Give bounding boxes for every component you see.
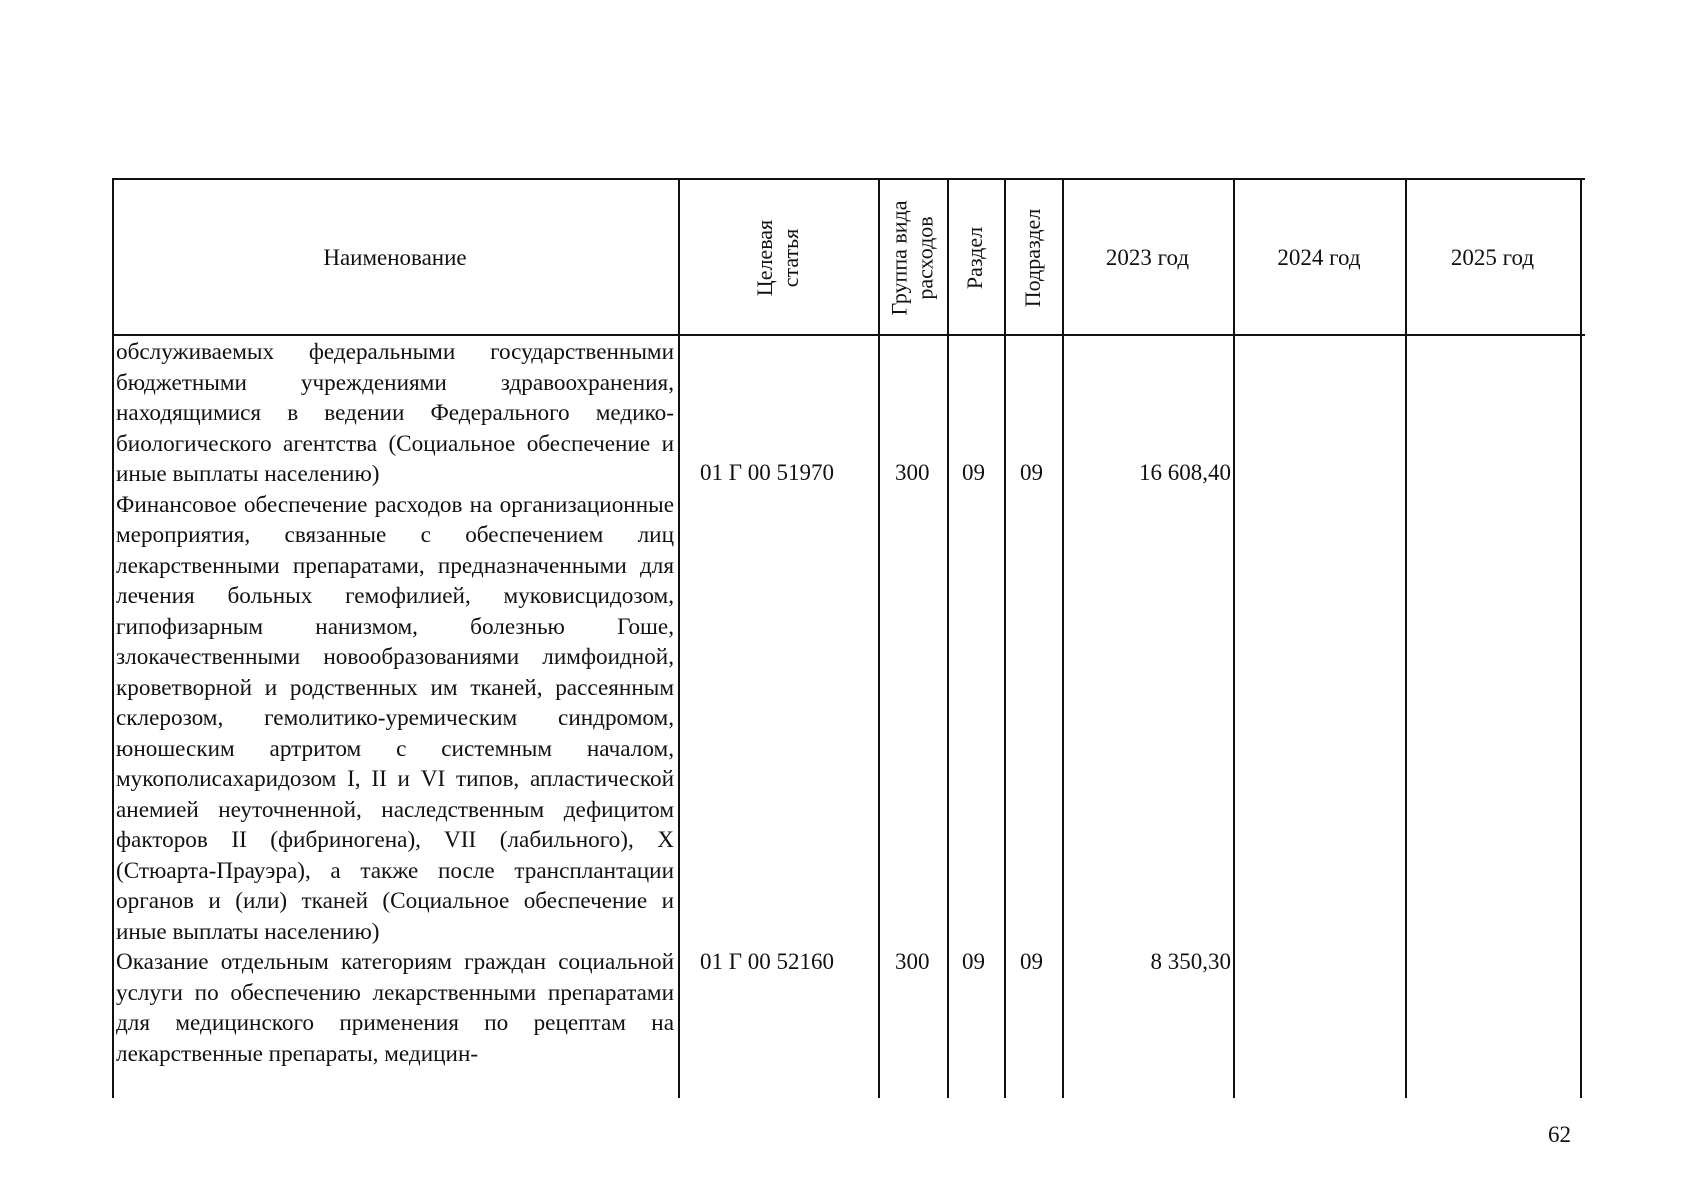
header-2025 [1405, 180, 1580, 335]
row-target-article: 01 Г 00 51970 [700, 460, 835, 485]
header-expense-group-label [887, 200, 939, 315]
header-expense-group [878, 180, 947, 335]
header-section-label: Раздел [962, 226, 988, 289]
row-subsection: 09 [1020, 460, 1043, 485]
header-2023 [1062, 180, 1233, 335]
budget-table [112, 178, 1585, 1098]
header-2024 [1233, 180, 1405, 335]
row-amount-2023: 8 350,30 [1150, 949, 1231, 974]
row-name: обслуживаемых федеральными государственными бюджетными учреждениями здравоохранения, находящимися в ведении Федерального медико-биологического агентства (Социальное обеспечение и иные выплаты населению) [116, 339, 674, 487]
header-name-label: Наименование [323, 244, 467, 270]
header-name [112, 180, 678, 335]
row-expense-group: 300 [895, 949, 930, 974]
header-target-article-line: Целевая [751, 219, 777, 296]
page-number: 62 [1548, 1122, 1571, 1147]
row-expense-group: 300 [895, 460, 930, 485]
header-2025-label: 2025 год [1450, 244, 1535, 270]
name-column-text [116, 337, 674, 1069]
row-name: Финансовое обеспечение расходов на организационные мероприятия, связанные с обеспечением лиц лекарственными препаратами, предназначенными для лечения больных гемофилией, муковисцидозом, гипофизарным нанизмом, болезнью Гоше, злокачественными новообразованиями лимфоидной, кроветворной и родственных им тканей, рассеянным склерозом, гемолитико-уремическим синдромом, юношеским артритом с системным началом, мукополисахаридозом I, II и VI типов, апластической анемией неуточненной, наследственным дефицитом факторов II (фибриногена), VII (лабильного), X (Стюарта-Прауэра), а также после трансплантации органов и (или) тканей (Социальное обеспечение и иные выплаты населению) [116, 491, 674, 945]
header-target-article-label [752, 219, 804, 295]
row-subsection: 09 [1020, 949, 1043, 974]
row-name: Оказание отдельным категориям граждан социальной услуги по обеспечению лекарственными препаратами для медицинского применения по рецептам на лекарственные препараты, медицин- [116, 949, 674, 1067]
row-target-article: 01 Г 00 52160 [700, 949, 835, 974]
row-amount-2023: 16 608,40 [1139, 460, 1231, 485]
row-section: 09 [962, 949, 985, 974]
header-section [947, 180, 1004, 335]
header-subsection [1004, 180, 1062, 335]
header-target-article [678, 180, 878, 335]
header-expense-group-line: Группа вида [886, 200, 912, 315]
header-target-article-line: статья [777, 228, 803, 287]
column-border [1580, 180, 1582, 1098]
header-subsection-label: Подраздел [1020, 208, 1046, 307]
header-2023-label: 2023 год [1105, 244, 1190, 270]
header-2024-label: 2024 год [1277, 244, 1361, 270]
row-section: 09 [962, 460, 985, 485]
header-expense-group-line: расходов [912, 215, 938, 300]
